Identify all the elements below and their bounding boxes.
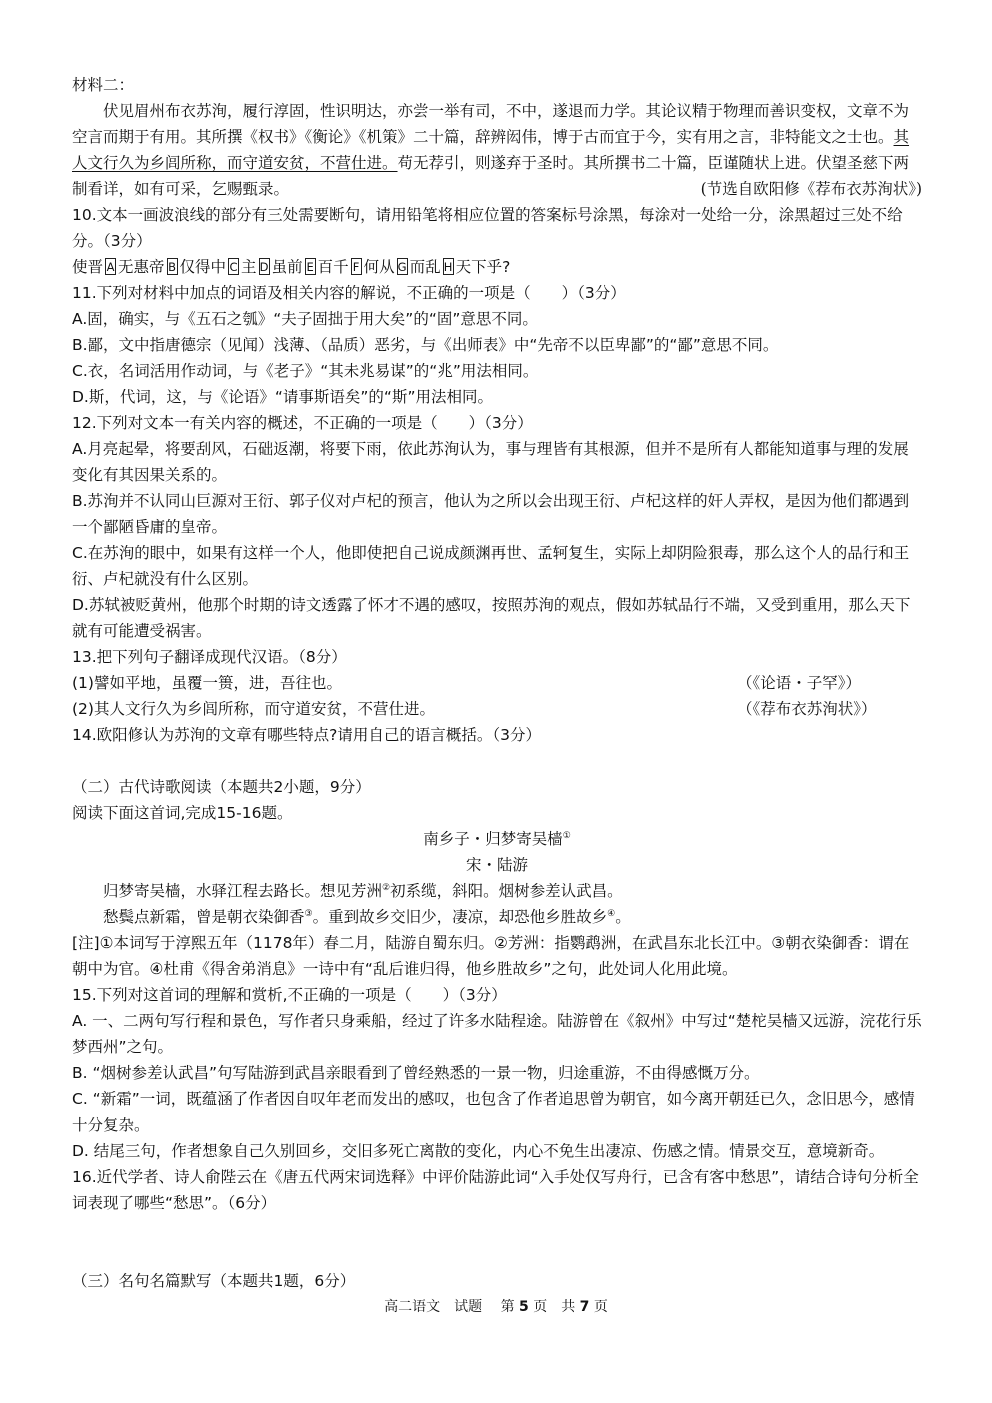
question-14-stem: 14.欧阳修认为苏洵的文章有哪些特点?请用自己的语言概括。（3分） xyxy=(72,726,541,744)
passage-source: (节选自欧阳修《荐布衣苏洵状》) xyxy=(700,180,922,198)
question-11-option-a: A.固，确实，与《五石之瓠》“夫子固拙于用大矣”的“固”意思不同。 xyxy=(72,310,538,328)
question-13-item-2 xyxy=(72,696,922,722)
segment: 何从 xyxy=(363,258,395,276)
poem-text: 初系缆，斜阳。烟树参差认武昌。 xyxy=(390,882,623,900)
segment: 而乱 xyxy=(409,258,441,276)
question-11-stem: 11.下列对材料中加点的词语及相关内容的解说，不正确的一项是（ ）（3分） xyxy=(72,284,626,302)
question-12-option-b: B.苏洵并不认同山巨源对王衍、郭子仪对卢杞的预言，他认为之所以会出现王衍、卢杞这样的奸人弄权，是因为他们都遇到一个鄙陋昏庸的皇帝。 xyxy=(72,492,910,536)
answer-mark-c[interactable]: C xyxy=(229,260,238,274)
question-16-stem: 16.近代学者、诗人俞陛云在《唐五代两宋词选释》中评价陆游此词“入手处仅写舟行，已含有客中愁思”，请结合诗句分析全词表现了哪些“愁思”。（6分） xyxy=(72,1168,919,1212)
answer-mark-f[interactable]: F xyxy=(351,258,362,275)
footer-page-current: 5 xyxy=(519,1299,529,1315)
passage-underlined-sentence: 其人文行久为乡闾所称，而守道安贫，不营仕进。 xyxy=(72,128,910,172)
segment: 天下乎? xyxy=(455,258,511,276)
spacer xyxy=(72,748,922,774)
question-12-stem: 12.下列对文本一有关内容的概述，不正确的一项是（ ）（3分） xyxy=(72,414,533,432)
footer-subject: 高二语文 试题 xyxy=(384,1299,483,1315)
question-15-stem: 15.下列对这首词的理解和赏析,不正确的一项是（ ）（3分） xyxy=(72,986,507,1004)
answer-mark-a[interactable]: A xyxy=(106,260,115,274)
poem-text: 愁鬓点新霜，曾是朝衣染御香 xyxy=(103,908,305,926)
passage-text: 伏见眉州布衣苏洵，履行淳固，性识明达，亦尝一举有司，不中，遂退而力学。其论议精于物理而善识变权，文章不为空言而期于有用。其所撰《权书》《衡论》《机策》二十篇，辞辨闳伟，博于古而宜于今，实有用之言，非特能文之士也。 xyxy=(72,102,910,146)
poem-author: 宋・陆游 xyxy=(465,856,528,874)
footer-page-prefix: 第 xyxy=(500,1299,515,1315)
passage-text-after: 苟无荐引，则遂弃于圣时。其所撰书二十篇，臣谨随状上进。伏望圣慈下两制看详，如有可采，乞赐甄录。 xyxy=(72,154,910,198)
section-2-instruction: 阅读下面这首词,完成15-16题。 xyxy=(72,804,293,822)
exam-page xyxy=(72,72,922,1294)
question-10-stem: 10.文本一画波浪线的部分有三处需要断句，请用铅笔将相应位置的答案标号涂黑，每涂对一处给一分，涂黑超过三处不给分。（3分） xyxy=(72,206,903,250)
question-10-sentence xyxy=(72,254,922,280)
segment: 无惠帝 xyxy=(118,258,165,276)
translate-sentence: (2)其人文行久为乡闾所称，而守道安贫，不营仕进。 xyxy=(72,700,435,718)
footnote-ref: ① xyxy=(562,831,571,841)
question-15-option-b: B. “烟树参差认武昌”句写陆游到武昌亲眼看到了曾经熟悉的一景一物，归途重游，不由得感慨万分。 xyxy=(72,1064,760,1082)
footnote-ref: ④ xyxy=(607,909,616,919)
poem-title-text: 南乡子・归梦寄吴樯 xyxy=(423,830,563,848)
footer-page-mid: 页 共 xyxy=(533,1299,576,1315)
poem-text: 。重到故乡交旧少，凄凉，却恐他乡胜故乡 xyxy=(312,908,608,926)
answer-mark-g[interactable]: G xyxy=(397,260,407,274)
poem-line-2 xyxy=(72,904,922,930)
question-12-option-a: A.月亮起晕，将要刮风，石础返潮，将要下雨，依此苏洵认为，事与理皆有其根源，但并不是所有人都能知道事与理的发展变化有其因果关系的。 xyxy=(72,440,909,484)
poem-annotation: [注]①本词写于淳熙五年（1178年）春二月，陆游自蜀东归。②芳洲：指鹦鹉洲，在武昌东北长江中。③朝衣染御香：谓在朝中为官。④杜甫《得舍弟消息》一诗中有“乱后谁归得，他乡胜故乡”之句，此处词人化用此境。 xyxy=(72,934,910,978)
answer-mark-e[interactable]: E xyxy=(306,260,314,274)
question-13-item-1 xyxy=(72,670,922,696)
poem-title xyxy=(72,826,922,852)
question-11-option-b: B.鄙，文中指唐德宗（见闻）浅薄、（品质）恶劣，与《出师表》中“先帝不以臣卑鄙”的“鄙”意思不同。 xyxy=(72,336,779,354)
answer-mark-d[interactable]: D xyxy=(259,260,269,274)
answer-mark-h[interactable]: H xyxy=(443,260,453,274)
footer-page-suffix: 页 xyxy=(593,1299,608,1315)
material2-heading: 材料二： xyxy=(72,76,135,94)
question-11-option-d: D.斯，代词，这，与《论语》“请事斯语矣”的“斯”用法相同。 xyxy=(72,388,493,406)
question-15-option-c: C. “新霜”一词，既蕴涵了作者因自叹年老而发出的感叹，也包含了作者追思曾为朝官，如今离开朝廷已久，念旧思今，感情十分复杂。 xyxy=(72,1090,915,1134)
footnote-ref: ③ xyxy=(304,909,313,919)
poem-text: 。 xyxy=(615,908,631,926)
question-11-option-c: C.衣，名词活用作动词，与《老子》“其未兆易谋”的“兆”用法相同。 xyxy=(72,362,539,380)
section-3-heading: （三）名句名篇默写（本题共1题，6分） xyxy=(72,1272,356,1290)
answer-mark-b[interactable]: B xyxy=(168,260,176,274)
question-12-option-d: D.苏轼被贬黄州，他那个时期的诗文透露了怀才不遇的感叹，按照苏洵的观点，假如苏轼品行不端，又受到重用，那么天下就有可能遭受祸害。 xyxy=(72,596,911,640)
question-10 xyxy=(72,202,922,254)
poem-line-1 xyxy=(72,878,922,904)
segment: 使晋 xyxy=(72,258,104,276)
poem-text: 归梦寄吴樯，水驿江程去路长。想见芳洲 xyxy=(103,882,383,900)
segment: 仅得中 xyxy=(179,258,227,276)
section-2-heading: （二）古代诗歌阅读（本题共2小题，9分） xyxy=(72,778,371,796)
footnote-ref: ② xyxy=(382,883,391,893)
segment: 主 xyxy=(241,258,257,276)
spacer xyxy=(72,1216,922,1268)
page-footer xyxy=(0,1297,992,1317)
question-15-option-d: D. 结尾三句，作者想象自己久别回乡，交旧多死亡离散的变化，内心不免生出凄凉、伤感之情。情景交互，意境新奇。 xyxy=(72,1142,885,1160)
translate-source: （《论语・子罕》） xyxy=(737,674,862,692)
translate-sentence: (1)譬如平地，虽覆一篑，进，吾往也。 xyxy=(72,674,342,692)
question-15-option-a: A. 一、二两句写行程和景色，写作者只身乘船，经过了许多水陆程途。陆游曾在《叙州》中写过“楚柁吴樯又远游，浣花行乐梦西州”之句。 xyxy=(72,1012,922,1056)
footer-page-total: 7 xyxy=(579,1299,590,1315)
material2-passage xyxy=(72,98,922,202)
segment: 百千 xyxy=(317,258,349,276)
segment: 虽前 xyxy=(271,258,303,276)
question-12-option-c: C.在苏洵的眼中，如果有这样一个人，他即使把自己说成颜渊再世、孟轲复生，实际上却阴险狠毒，那么这个人的品行和王衍、卢杞就没有什么区别。 xyxy=(72,544,910,588)
translate-source: （《荐布衣苏洵状》） xyxy=(737,700,877,718)
question-13-stem: 13.把下列句子翻译成现代汉语。（8分） xyxy=(72,648,347,666)
